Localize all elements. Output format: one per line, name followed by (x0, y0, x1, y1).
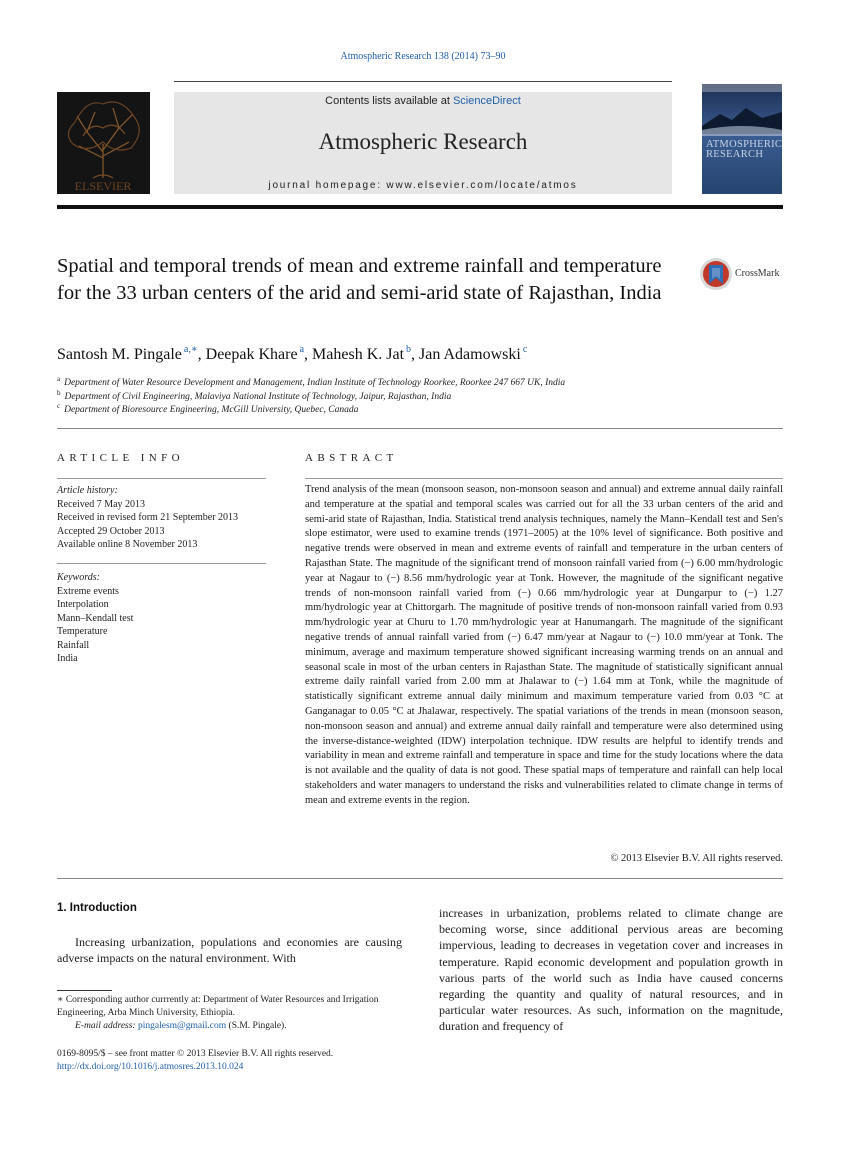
affiliation-b: $^b$ Department of Civil Engineering, Malaviya National Institute of Technology, Jaipur, Rajasthan, India (57, 389, 452, 402)
keywords-label: Keywords: (57, 572, 100, 583)
article-info-rule (57, 478, 266, 479)
abstract-copyright: © 2013 Elsevier B.V. All rights reserved. (610, 853, 783, 864)
section-heading-introduction: 1. Introduction (57, 902, 137, 914)
front-matter-info (57, 1048, 333, 1074)
keywords-rule (57, 563, 266, 564)
article-title: Spatial and temporal trends of mean and extreme rainfall and temperature for the 33 urban centers of the arid and semi-arid state of Rajasthan, India (57, 255, 662, 304)
abstract-heading: ABSTRACT (305, 452, 398, 464)
email-line (57, 1020, 407, 1033)
author-affil-mark[interactable]: a,∗ (183, 344, 198, 355)
history-online: Available online 8 November 2013 (57, 539, 198, 550)
footnote-rule (57, 990, 112, 991)
article-info-heading: ARTICLE INFO (57, 452, 184, 464)
author-affil-mark[interactable]: b (406, 344, 412, 355)
history-revised: Received in revised form 21 September 2013 (57, 512, 239, 523)
corresponding-author-note: ∗ Corresponding author currrently at: Department of Water Resources and Irrigation Engineering, Arba Minch University, Ethiopia. (57, 995, 379, 1018)
affiliation-c: $^c$ Department of Bioresource Engineering, McGill University, Quebec, Canada (57, 402, 359, 415)
journal-cover (702, 84, 782, 194)
keyword-item: Rainfall (57, 639, 90, 651)
email-link[interactable]: pingalesm@gmail.com (137, 1021, 227, 1031)
sciencedirect-link[interactable]: ScienceDirect (452, 95, 521, 107)
contents-prefix: Contents lists available at (325, 95, 453, 107)
email-label: E-mail address: (75, 1021, 138, 1031)
elsevier-logo (57, 92, 150, 194)
author-list: Santosh M. Pingale $^{a,∗}$, Deepak Khare $^a$, Mahesh K. Jat $^b$, Jan Adamowski $^c$ (57, 344, 528, 363)
history-label: Article history: (57, 485, 118, 496)
history-received: Received 7 May 2013 (57, 498, 146, 510)
corresponding-author-footnote (57, 994, 407, 1033)
author-name: Jan Adamowski (419, 346, 521, 363)
history-accepted: Accepted 29 October 2013 (57, 525, 165, 537)
email-suffix: (S.M. Pingale). (226, 1021, 287, 1031)
author-affil-mark[interactable]: a (299, 344, 305, 355)
intro-paragraph-left: Increasing urbanization, populations and economies are causing adverse impacts on the natural environment. With (57, 935, 402, 966)
keyword-item: India (57, 653, 78, 664)
keyword-item: Mann–Kendall test (57, 612, 134, 624)
abstract-rule (305, 478, 783, 479)
contents-line (174, 95, 672, 107)
crossmark-icon (699, 257, 733, 291)
keywords (57, 571, 267, 666)
header-thick-rule (57, 205, 783, 209)
keyword-item: Extreme events (57, 585, 119, 597)
author-name: Mahesh K. Jat (312, 346, 405, 363)
crossmark-button[interactable] (699, 257, 733, 291)
issn-line: 0169-8095/$ – see front matter © 2013 Elsevier B.V. All rights reserved. (57, 1049, 334, 1059)
journal-homepage[interactable]: journal homepage: www.elsevier.com/locate/atmos (268, 180, 578, 191)
journal-citation[interactable]: Atmospheric Research 138 (2014) 73–90 (340, 51, 506, 62)
affiliation-a: $^a$ Department of Water Resource Development and Management, Indian Institute of Technology Roorkee, Roorkee 247 667 UK, India (57, 375, 566, 388)
journal-title: Atmospheric Research (318, 129, 528, 154)
abstract-text: Trend analysis of the mean (monsoon season, non-monsoon season and annual) and extreme annual daily rainfall and temperature at the spatial and temporal scales was carried out for all the 33 urban centers of the arid and semi-arid state of Rajasthan, India. Statistical trend analysis techniques, namely the Mann–Kendall test and Sen's slope estimator, were used to examine trends (1971–2005) at the 10% level of significance. Both positive and negative trends were observed in mean and extreme events of rainfall and temperature in the urban centers of Rajasthan State. The magnitude of the significant trend of monsoon rainfall varied from (−) 6.00 mm/hydrologic year at Nagaur to (−) 8.56 mm/hydrologic year at Tonk. However, the magnitude of the significant negative trends of non-monsoon rainfall varied from (−) 0.66 mm/hydrologic year at Dungarpur to (−) 1.27 mm/hydrologic year at Chittorgarh. The magnitude of positive trends of non-monsoon rainfall varied from 0.93 mm/hydrologic year at Churu to 1.70 mm/hydrologic year at Hanumangarh. The magnitude of the significant negative trends of annual rainfall varied from (−) 6.47 mm/year at Nagaur to (−) 10.0 mm/year at Tonk. The minimum, average and maximum temperature showed significant increasing warming trends on an annual and seasonal scale in most of the urban centers in Rajasthan State. The magnitude of statistically significant annual extreme daily rainfall varied from 2.00 mm at Jhalawar to (−) 1.64 mm at Tonk, while the magnitude of statistically significant extreme annual daily minimum and maximum temperature varied from 0.03 °C at Ganganagar to 0.05 °C at Jhalawar, respectively. The spatial variations of the trends in mean (monsoon season, non-monsoon season and annual) and extreme annual daily rainfall and temperature were also determined using the inverse-distance-weighted (IDW) interpolation technique. IDW results are helpful to identify trends and variability in mean and extreme rainfall and temperature in space and time for the study locations where the data is not available and the quality of data is not good. These spatial maps of temperature and rainfall can help local stakeholders and water managers to understand the risks and vulnerabilities related to climate change in terms of mean and extreme events in the region. (305, 484, 783, 806)
keyword-item: Interpolation (57, 599, 109, 610)
header-divider (174, 81, 672, 82)
keyword-item: Temperature (57, 626, 108, 637)
crossmark-label[interactable]: CrossMark (735, 268, 780, 279)
author-name: Deepak Khare (205, 346, 298, 363)
section-divider (57, 428, 783, 429)
logo-wordmark: ELSEVIER (74, 179, 132, 193)
doi-link[interactable]: http://dx.doi.org/10.1016/j.atmosres.2013.10.024 (57, 1062, 244, 1072)
article-history (57, 484, 267, 552)
author-name: Santosh M. Pingale (57, 346, 182, 363)
cover-title: ATMOSPHERIC RESEARCH (706, 139, 782, 160)
journal-banner (174, 92, 672, 194)
author-affil-mark[interactable]: c (522, 344, 528, 355)
intro-paragraph-right: increases in urbanization, problems related to climate change are becoming worse, since additional pervious areas are becoming impervious, leading to decreases in vegetation cover and increases in temperature. Rapid economic development and population growth in various parts of the world such as India have caused concerns regarding the quantity and quality of natural resources, and in particular water resources. As such, information on the magnitude, duration and frequency of (439, 906, 783, 1034)
elsevier-tree-icon (57, 92, 150, 194)
body-divider (57, 878, 783, 879)
